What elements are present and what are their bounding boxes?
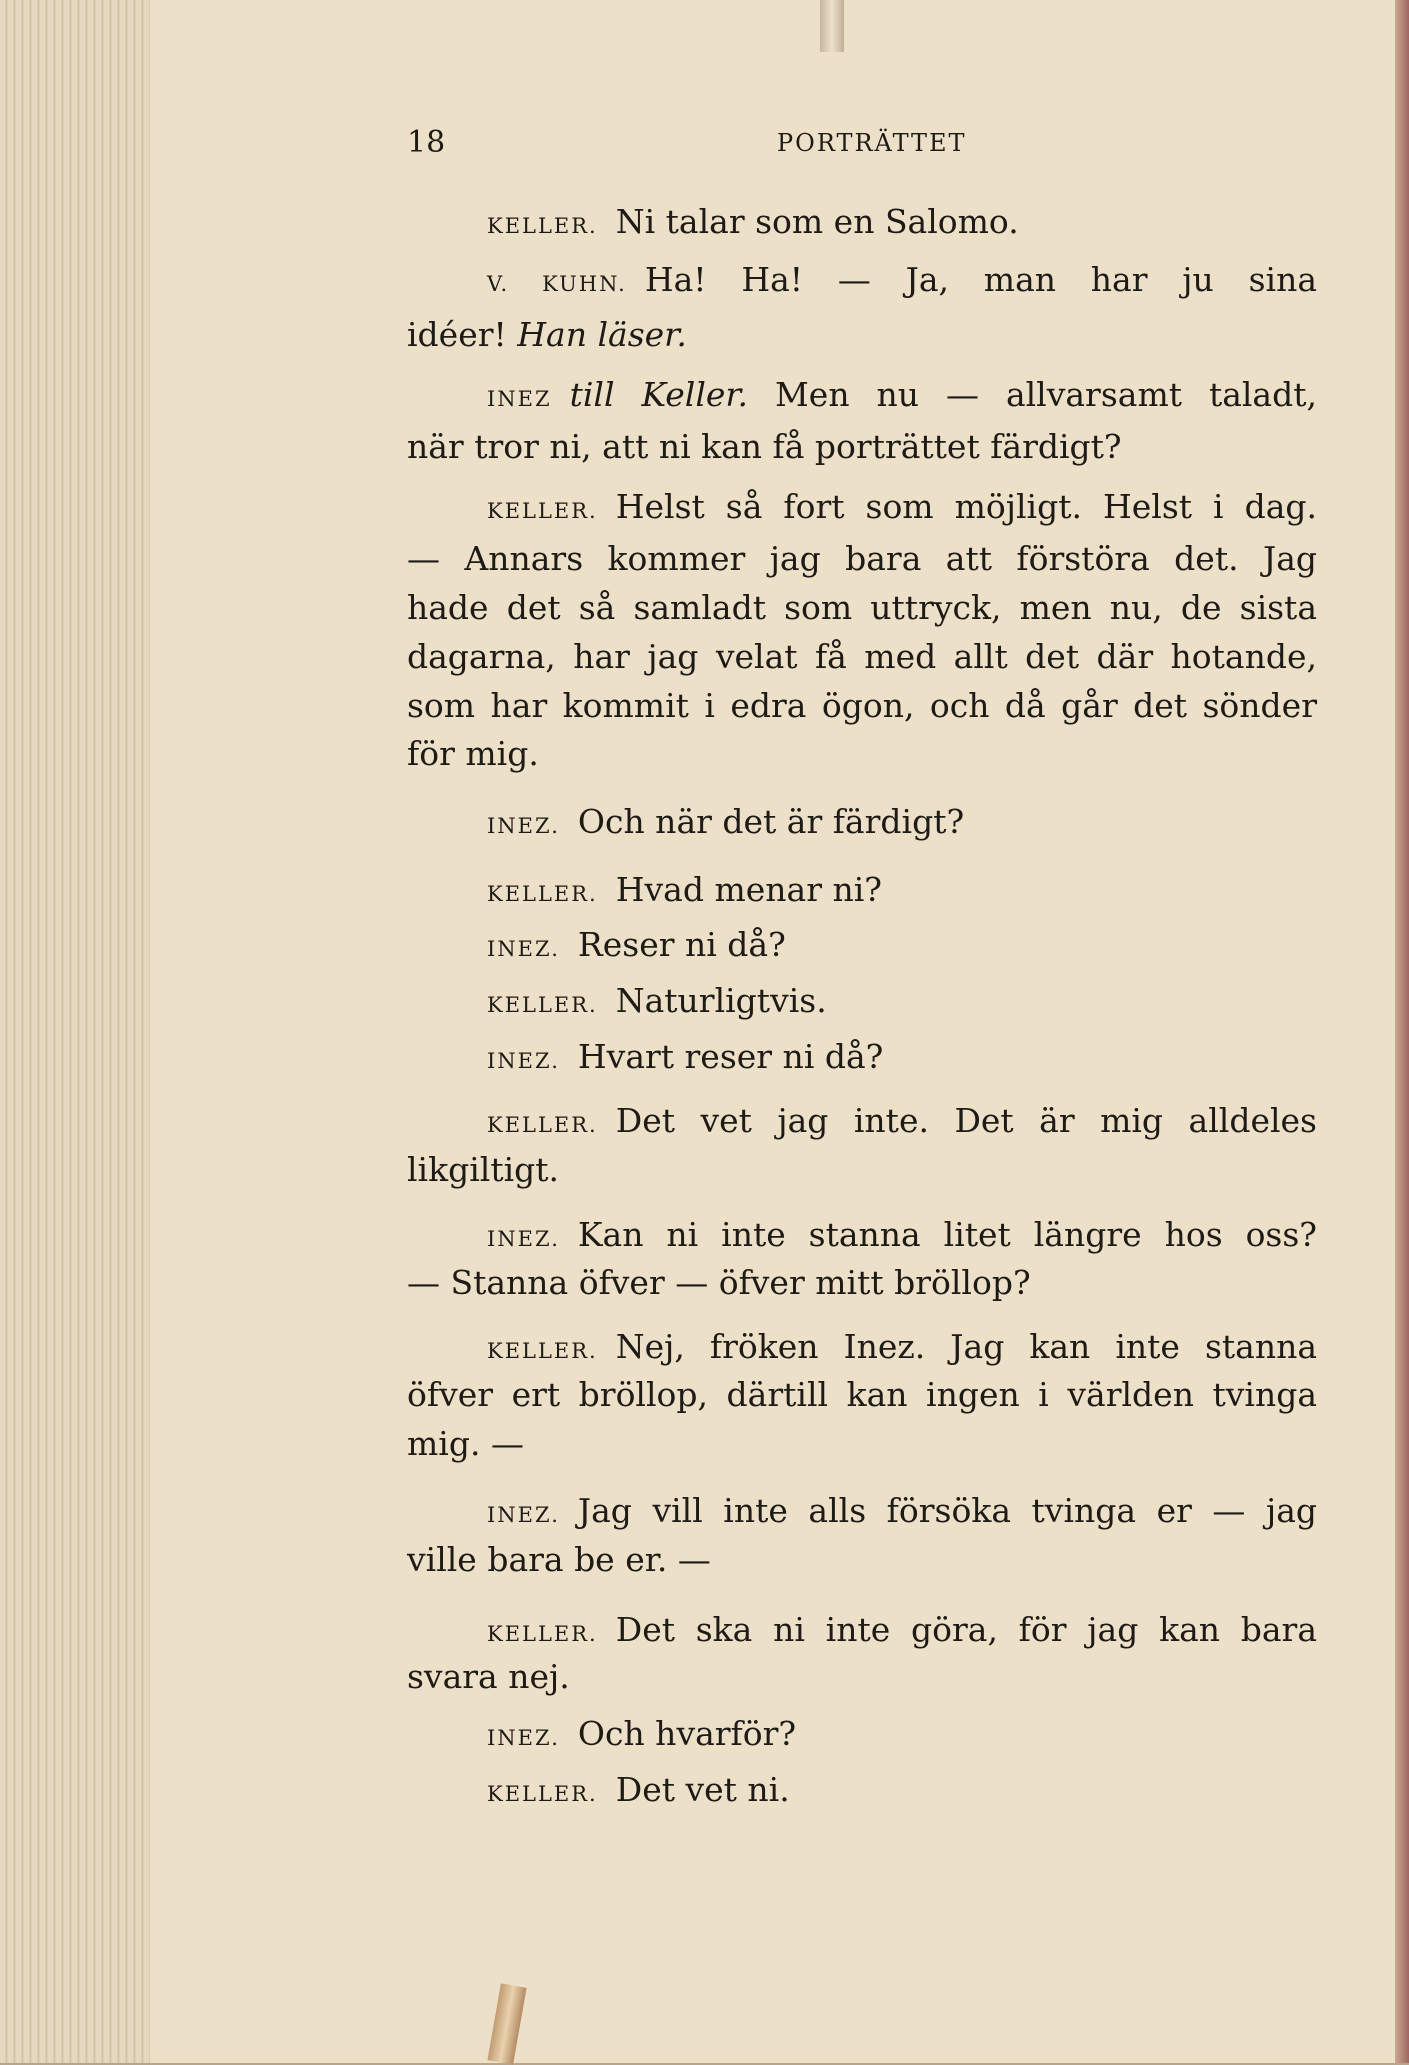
text-line: [487, 373, 1317, 421]
text-line: [407, 1655, 1317, 1699]
speaker-name: KELLER.: [487, 1622, 598, 1646]
page-edges: [0, 0, 160, 2063]
text-line: [407, 684, 1317, 728]
line-text: Ni talar som en Salomo.: [615, 202, 1019, 241]
text-line: [487, 1325, 1317, 1373]
speaker-name: INEZ.: [487, 1503, 560, 1527]
text-line: [487, 1712, 1317, 1760]
speaker-name: KELLER.: [487, 882, 598, 906]
text-line: [407, 1373, 1317, 1417]
text-line: [407, 1148, 1317, 1192]
speaker-name: KELLER.: [487, 1339, 598, 1363]
line-text: svara nej.: [407, 1657, 570, 1696]
text-line: [487, 485, 1317, 533]
line-text: Det vet ni.: [615, 1770, 790, 1809]
line-text: Kan ni inte stanna litet längre hos oss?: [577, 1215, 1317, 1254]
text-line: [487, 800, 1317, 848]
text-line: [407, 425, 1317, 469]
speaker-name: INEZ.: [487, 1726, 560, 1750]
line-text: Hvart reser ni då?: [577, 1037, 884, 1076]
speaker-name: INEZ.: [487, 937, 560, 961]
text-line: [487, 1035, 1317, 1083]
speaker-name: INEZ.: [487, 1227, 560, 1251]
bookmark-ribbon: [820, 0, 844, 52]
text-line: [407, 313, 1317, 357]
line-text: öfver ert bröllop, därtill kan ingen i världen tvinga: [407, 1375, 1317, 1414]
text-line: [487, 979, 1317, 1027]
speaker-name: KELLER.: [487, 499, 598, 523]
text-line: [407, 1422, 1317, 1466]
page-header: [407, 125, 1307, 165]
line-text: Reser ni då?: [577, 925, 786, 964]
text-line: [407, 1261, 1317, 1305]
text-line: [487, 1768, 1317, 1816]
text-line: [407, 732, 1317, 776]
book-cover-edge: [1395, 0, 1409, 2063]
line-text: när tror ni, att ni kan få porträttet färdigt?: [407, 427, 1122, 466]
line-text: ville bara be er. —: [407, 1540, 711, 1579]
text-line: [487, 1489, 1317, 1537]
line-text: Och när det är färdigt?: [577, 802, 965, 841]
stage-direction: till Keller.: [569, 375, 749, 414]
text-line: [487, 200, 1317, 248]
text-line: [487, 258, 1317, 306]
line-text: dagarna, har jag velat få med allt det där hotande,: [407, 637, 1317, 676]
line-text: Det ska ni inte göra, för jag kan bara: [615, 1610, 1317, 1649]
line-text: Jag vill inte alls försöka tvinga er — jag: [577, 1491, 1317, 1530]
text-line: [487, 923, 1317, 971]
text-line: [407, 537, 1317, 581]
text-line: [487, 1099, 1317, 1147]
text-line: [407, 1538, 1317, 1582]
text-line: [487, 1213, 1317, 1261]
speaker-name: KELLER.: [487, 1782, 598, 1806]
speaker-name: KELLER.: [487, 1113, 598, 1137]
line-text: Hvad menar ni?: [615, 870, 882, 909]
text-line: [407, 586, 1317, 630]
speaker-name: V. KUHN.: [487, 272, 627, 296]
speaker-name: INEZ: [487, 387, 552, 411]
stage-direction: Han läser.: [517, 315, 687, 354]
line-text: hade det så samladt som uttryck, men nu, de sista: [407, 588, 1317, 627]
line-text: Och hvarför?: [577, 1714, 797, 1753]
line-text: Naturligtvis.: [615, 981, 827, 1020]
line-text: likgiltigt.: [407, 1150, 560, 1189]
text-line: [487, 868, 1317, 916]
line-text: Det vet jag inte. Det är mig alldeles: [615, 1101, 1317, 1140]
line-text: idéer!: [407, 315, 507, 354]
speaker-name: KELLER.: [487, 993, 598, 1017]
line-text: Helst så fort som möjligt. Helst i dag.: [615, 487, 1317, 526]
line-text: mig. —: [407, 1424, 524, 1463]
line-text: Nej, fröken Inez. Jag kan inte stanna: [615, 1327, 1317, 1366]
line-text: som har kommit i edra ögon, och då går det sönder: [407, 686, 1317, 725]
speaker-name: INEZ.: [487, 814, 560, 838]
line-text: — Stanna öfver — öfver mitt bröllop?: [407, 1263, 1031, 1302]
line-text: — Annars kommer jag bara att förstöra det. Jag: [407, 539, 1317, 578]
line-text: Men nu — allvarsamt taladt,: [775, 375, 1317, 414]
text-line: [407, 635, 1317, 679]
line-text: Ha! Ha! — Ja, man har ju sina: [644, 260, 1317, 299]
speaker-name: KELLER.: [487, 214, 598, 238]
text-line: [487, 1608, 1317, 1656]
page-number: 18: [407, 125, 446, 160]
line-text: för mig.: [407, 734, 539, 773]
speaker-name: INEZ.: [487, 1049, 560, 1073]
running-head: PORTRÄTTET: [777, 129, 967, 157]
